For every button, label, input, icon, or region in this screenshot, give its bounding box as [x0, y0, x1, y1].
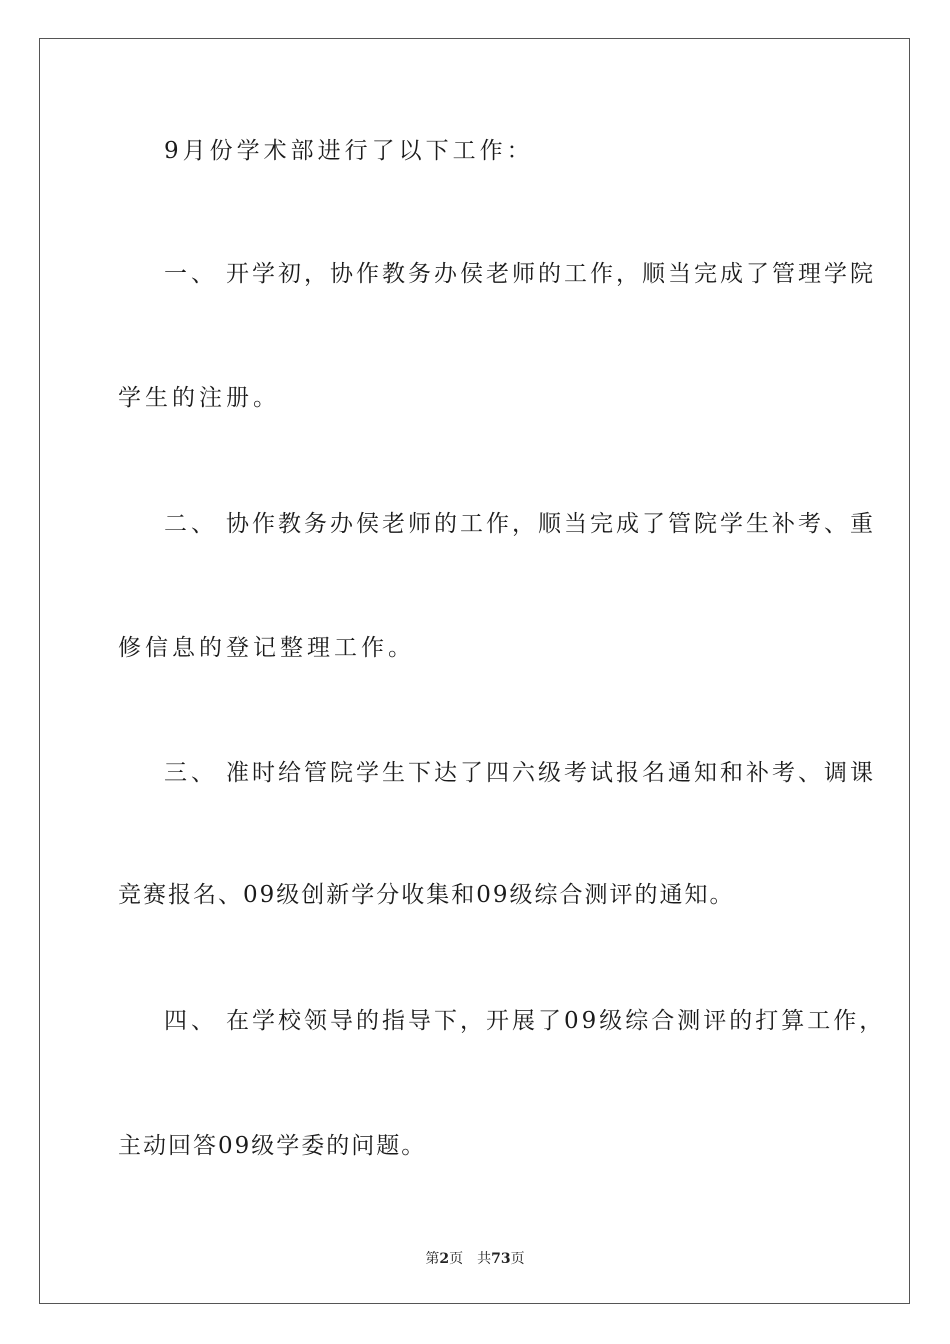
page-prefix: 第 [425, 1251, 440, 1267]
item-1-line-1 [164, 259, 876, 289]
item-2-text: 协作教务办侯老师的工作，顺当完成了管院学生补考、重 [226, 511, 876, 537]
page-frame [39, 38, 910, 1304]
total-prefix: 共 [477, 1251, 492, 1267]
page-suffix: 页 [449, 1251, 464, 1267]
item-4-text: 在学校领导的指导下，开展了09级综合测评的打算工作， [226, 1008, 886, 1034]
item-1-line-2: 学生的注册。 [118, 385, 280, 411]
item-3-line-2: 竞赛报名、09级创新学分收集和09级综合测评的通知。 [118, 882, 735, 908]
item-2-line-1 [164, 509, 876, 539]
item-3-line-1 [164, 758, 876, 788]
item-4-marker: 四、 [164, 1008, 218, 1034]
item-2-line-2: 修信息的登记整理工作。 [118, 635, 415, 661]
total-pages: 73 [491, 1251, 511, 1267]
item-1-marker: 一、 [164, 261, 218, 287]
item-3-text: 准时给管院学生下达了四六级考试报名通知和补考、调课 [226, 760, 876, 786]
item-3-marker: 三、 [164, 760, 218, 786]
intro-paragraph: 9月份学术部进行了以下工作： [164, 138, 534, 164]
item-2-marker: 二、 [164, 511, 218, 537]
item-4-line-1 [164, 1006, 886, 1036]
item-4-line-2: 主动回答09级学委的问题。 [118, 1133, 427, 1159]
item-1-text: 开学初，协作教务办侯老师的工作，顺当完成了管理学院 [226, 261, 876, 287]
total-suffix: 页 [510, 1251, 525, 1267]
page-number: 2 [439, 1251, 450, 1267]
page-footer [0, 1248, 950, 1268]
